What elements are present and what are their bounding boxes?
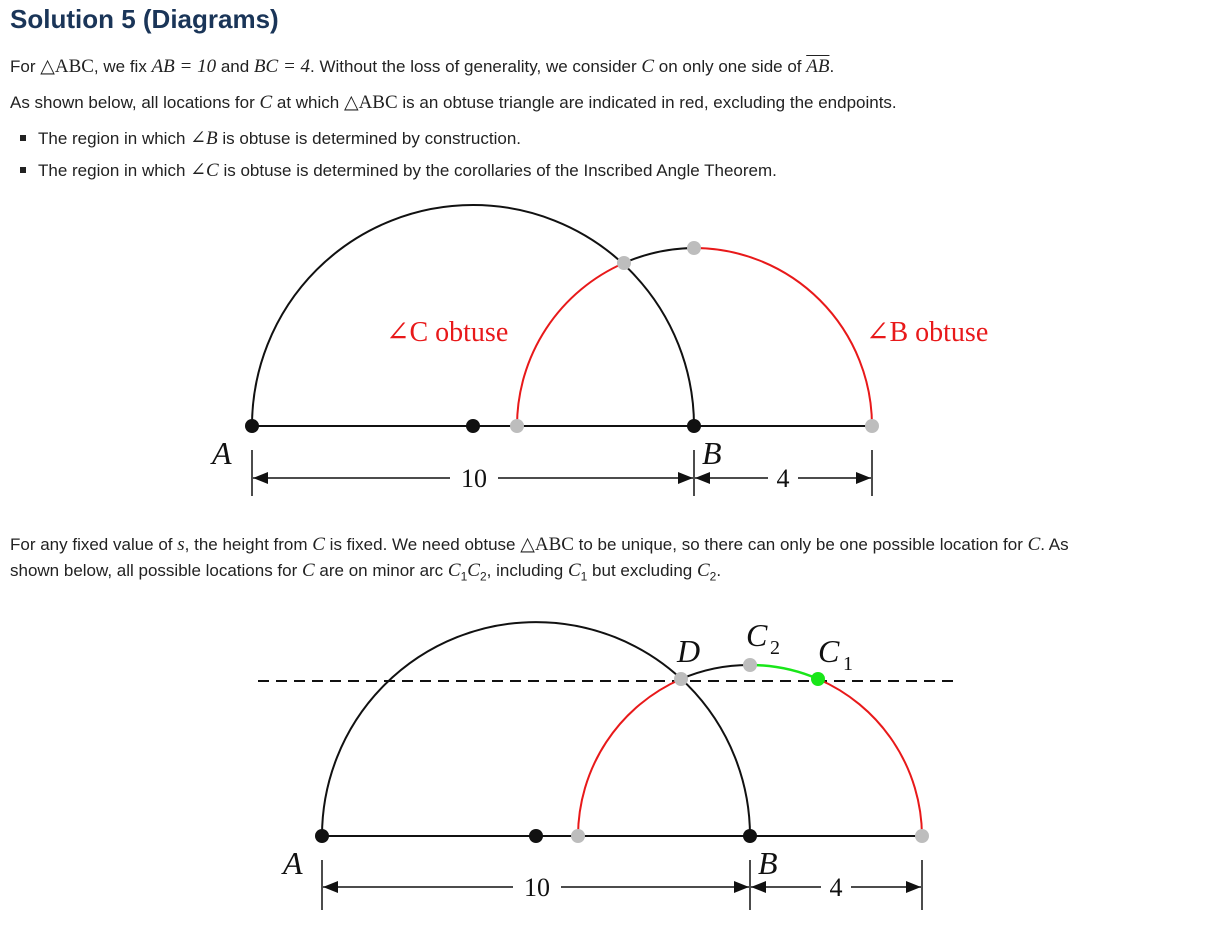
point-a — [315, 829, 329, 843]
endpoint-gray — [915, 829, 929, 843]
list-item: The region in which ∠C is obtuse is determined by the corollaries of the Inscribed Angle Theorem. — [20, 159, 777, 183]
list-item: The region in which ∠B is obtuse is determined by construction. — [20, 127, 521, 151]
endpoint-gray — [571, 829, 585, 843]
label-a: A — [212, 435, 232, 471]
paragraph-setup: For △ABC, we fix AB = 10 and BC = 4. Without the loss of generality, we consider C on only one side of $\overline{AB}$. — [10, 56, 835, 77]
arc-c-obtuse — [578, 679, 681, 836]
label-a: A — [283, 845, 303, 881]
label-d: D — [677, 633, 701, 669]
point-c2 — [743, 658, 757, 672]
label-b: B — [702, 435, 722, 471]
point-c1 — [811, 672, 825, 686]
point-d — [674, 672, 688, 686]
paragraph-arc: shown below, all possible locations for C are on minor arc $C_1C_2$, including $C_1$ but excluding $C_2$. — [10, 560, 722, 584]
label-c2-sub: 2 — [770, 637, 780, 659]
label-b: B — [758, 845, 778, 881]
dimension-10: 10 — [461, 464, 487, 493]
dimension-4: 4 — [829, 873, 843, 902]
label-c1-sub: 1 — [843, 653, 853, 675]
label-b-obtuse: ∠B obtuse — [866, 317, 989, 348]
paragraph-obtuse-locations: As shown below, all locations for C at which △ABC is an obtuse triangle are indicated in red, excluding the endpoints. — [10, 92, 897, 113]
arc-b-obtuse — [818, 679, 922, 836]
solution-title: Solution 5 (Diagrams) — [10, 4, 279, 34]
arc-minor-c1c2 — [750, 665, 818, 679]
paragraph-height: For any fixed value of s, the height from C is fixed. We need obtuse △ABC to be unique, so there can only be one possible location for C. As — [10, 534, 1069, 555]
point-b — [743, 829, 757, 843]
label-c-obtuse: ∠C obtuse — [386, 317, 509, 348]
dimension-4: 4 — [776, 464, 790, 493]
label-c2: C — [746, 617, 768, 653]
dimension-10: 10 — [524, 873, 550, 902]
label-c1: C — [818, 633, 840, 669]
point-midpoint — [529, 829, 543, 843]
